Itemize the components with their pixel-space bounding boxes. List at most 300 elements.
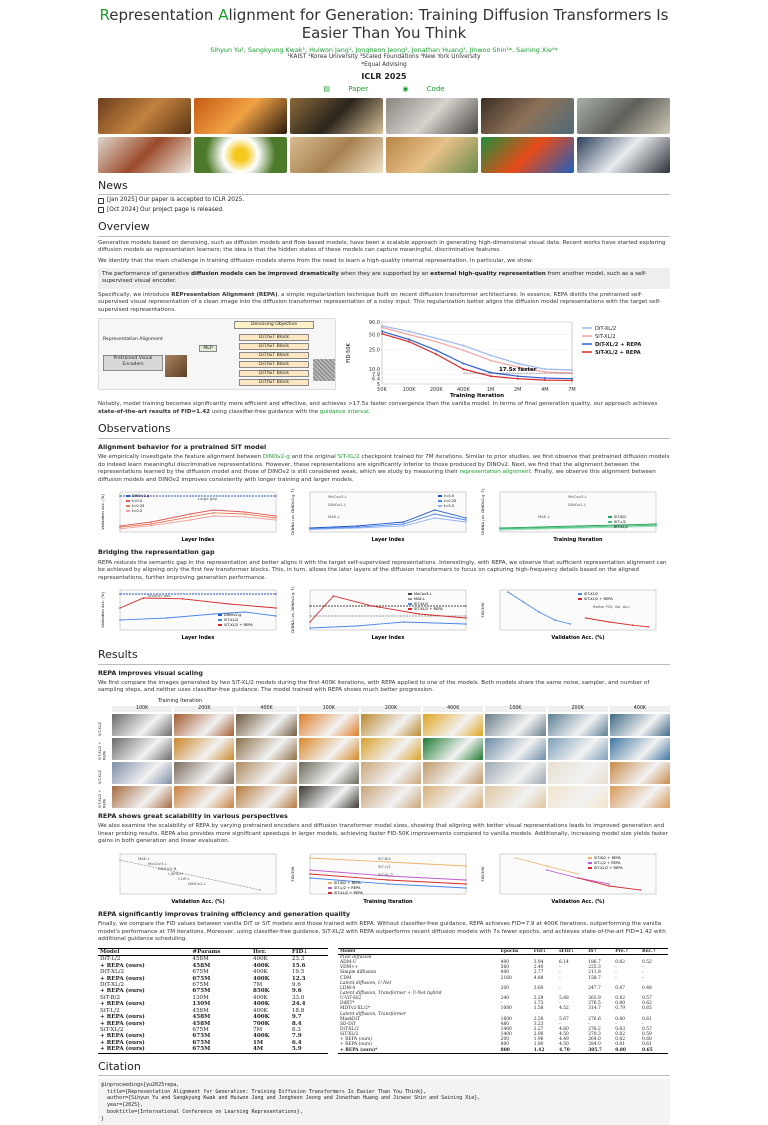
- input-image-noisy: [313, 359, 335, 381]
- data-point: [119, 619, 121, 621]
- legend-swatch: [608, 516, 612, 518]
- data-point: [244, 511, 246, 513]
- visual-scaling-grid: [98, 706, 670, 808]
- table-cell: 0.57: [642, 1026, 652, 1032]
- table-cell: 1400: [500, 1032, 512, 1038]
- data-point: [577, 873, 579, 875]
- generated-sample: [423, 714, 483, 736]
- legend-label: SiT-XL/2 + REPA: [224, 623, 253, 628]
- table-cell: 0.79: [615, 1006, 625, 1012]
- visual-grid-body: [112, 706, 670, 808]
- table-cell: 130M: [192, 994, 209, 1001]
- legend-swatch: [328, 882, 332, 884]
- table-cell: 8.3: [291, 1026, 301, 1033]
- table-cell: 400K: [252, 975, 270, 982]
- legend-swatch: [218, 614, 222, 616]
- data-point: [517, 378, 519, 380]
- photo-elephant: [577, 98, 670, 134]
- generated-sample: [548, 786, 608, 808]
- subsection-title: REPA shows great scalability in various perspectives: [98, 811, 288, 820]
- column-header: #Params: [190, 948, 251, 955]
- data-point: [275, 517, 277, 519]
- data-point: [381, 331, 383, 333]
- x-tick-label: 4M: [541, 387, 549, 394]
- table-cell: 675M: [192, 988, 211, 995]
- photo-husky: [577, 137, 670, 173]
- table-cell: -: [642, 965, 644, 971]
- table-cell: 0.59: [642, 1032, 652, 1038]
- data-point: [435, 354, 437, 356]
- legend-label: MAE-L: [414, 597, 426, 602]
- results-paragraph: Finally, we compare the FID values between vanilla DiT or SiT models and those trained with REPA. Without classifier-free guidance, REPA achieves FID=7.9 at 400K iterations, outperforming the vanilla model's performance at 7M iterations. Moreover, using classifier-free guidance, SiT-XL/2 with REPA outperforms recent diffusion models with 7x fewer epochs, and achieves state-of-the-art FID=1.42 with additional guidance scheduling.: [98, 921, 666, 943]
- table-cell: -: [559, 985, 561, 991]
- table-cell: 314.7: [588, 1006, 601, 1012]
- sit-block: DiT/SiT Block: [239, 370, 309, 377]
- alignment-charts: [98, 488, 670, 544]
- table-cell: -: [642, 970, 644, 976]
- table-cell: 211.8: [588, 970, 601, 976]
- y-tick-label: 25.0: [368, 347, 380, 354]
- data-point: [462, 363, 464, 365]
- generated-sample: [174, 762, 234, 784]
- data-point: [435, 341, 437, 343]
- generated-sample: [548, 714, 608, 736]
- y-tick-label: 10.0: [368, 367, 380, 374]
- representation-alignment-link[interactable]: representation alignment: [459, 469, 531, 476]
- table-cell: 247.7: [588, 985, 601, 991]
- table-cell: -: [559, 965, 561, 971]
- generated-sample: [485, 762, 545, 784]
- model-size-fid-chart: [288, 850, 472, 906]
- callout-bold: diffusion models can be improved dramatically: [190, 271, 339, 278]
- chart-annotation: MoCov3-L: [148, 860, 167, 866]
- generated-sample: [236, 762, 296, 784]
- row-label: SiT-XL/2: [98, 721, 102, 736]
- generated-sample: [610, 714, 670, 736]
- data-point: [538, 611, 540, 613]
- news-item: [98, 207, 670, 215]
- overview-paragraph: [98, 292, 670, 315]
- repa-name: REPresentation Alignment (REPA): [171, 291, 278, 298]
- column-header: FID↓: [532, 948, 557, 954]
- x-tick-label: 2M: [513, 387, 522, 394]
- table-cell: 675M: [192, 1039, 211, 1046]
- table-cell: 1.42: [532, 1047, 557, 1053]
- link-bar: [98, 85, 670, 94]
- text: checkpoint trained for 7M iterations. Similar to prior studies, we first observe that pretrained diffusion models do indeed learn meaningful discriminative representations. However, these representations are significantly inferior to those produced by DINOv2. Next, we find that the alignment between the representations learned by the diffusion model and those of DINOv2 is still considered weak, which we study by measuring their: [98, 454, 670, 476]
- table-cell: 0.65: [640, 1047, 668, 1053]
- legend-label: SiT-XL/2 + REPA: [414, 607, 443, 612]
- generated-sample: [423, 762, 483, 784]
- chart-annotation: MoCov3-L: [328, 494, 347, 500]
- legend-swatch: [126, 510, 130, 512]
- table-cell: -: [559, 970, 561, 976]
- iter-label: 100K: [299, 706, 359, 712]
- data-point: [434, 513, 436, 515]
- table-cell: 15.6: [291, 962, 306, 969]
- table-cell: 2160: [500, 975, 512, 981]
- data-point: [640, 889, 642, 891]
- chart-annotation: Better FID, Val. Acc.: [593, 604, 631, 610]
- legend-swatch: [438, 495, 442, 497]
- iter-label: 200K: [174, 706, 234, 712]
- legend-label: t=0.0: [132, 499, 143, 504]
- table-cell: 19.5: [291, 969, 305, 976]
- text: , a simple regularization technique built on recent diffusion transformer architectures. In essence, REPA distills the pretrained self-supervised visual representation of a clean image into the diffusion transformer representation of a noisy input. This regularization better aligns the diffusion model representations with the target self-supervised representations.: [98, 291, 661, 313]
- legend-swatch: [588, 857, 592, 859]
- sit-link[interactable]: SiT-XL/2: [337, 454, 360, 461]
- table-cell: 0.65: [642, 1006, 652, 1012]
- table-cell: 3.60: [533, 985, 544, 991]
- table-cell: 278.2: [588, 1026, 601, 1032]
- data-point: [260, 889, 262, 891]
- generated-sample: [299, 714, 359, 736]
- table-cell: 130M: [192, 1001, 211, 1008]
- results-paragraph: We also examine the scalability of REPA by varying pretrained encoders and diffusion transformer model sizes, showing that aligning with better visual representations leads to improved generation and linear probing results. REPA also provides more significant speedups in larger models, achieving faster FID-50K improvements compared to vanilla models. Additionally, increasing model size yields faster gains in both generation and linear evaluation.: [98, 823, 668, 845]
- table-cell: 0.81: [615, 1042, 625, 1048]
- data-point: [150, 523, 152, 525]
- data-point: [309, 873, 311, 875]
- generated-sample: [299, 738, 359, 760]
- table-cell: + REPA (ours): [100, 1014, 145, 1021]
- subsection-title: REPA significantly improves training efficiency and generation quality: [98, 909, 351, 918]
- data-point: [387, 883, 389, 885]
- data-point: [387, 861, 389, 863]
- generated-sample: [610, 738, 670, 760]
- data-point: [465, 883, 467, 885]
- data-point: [544, 371, 546, 373]
- legend-swatch: [578, 593, 582, 595]
- table-cell: 0.57: [642, 996, 652, 1002]
- data-point: [356, 527, 358, 529]
- sit-block: DiT/SiT Block: [239, 343, 309, 350]
- data-point: [465, 865, 467, 867]
- legend-label: SiT-XL/2 + REPA: [595, 350, 641, 357]
- subsection-title: REPA improves visual scaling: [98, 668, 203, 677]
- table-cell: 400K: [252, 994, 268, 1001]
- generated-sample: [361, 738, 421, 760]
- data-point: [403, 523, 405, 525]
- x-axis-label: Training Iteration: [553, 537, 603, 544]
- table-cell: 4.50: [559, 1032, 569, 1038]
- data-point: [577, 527, 579, 529]
- y-axis-label: Validation Acc. (%): [100, 592, 105, 629]
- table-cell: 4.88: [533, 975, 544, 981]
- generated-sample: [299, 786, 359, 808]
- data-point: [275, 607, 277, 609]
- training-iteration-label: Training Iteration: [158, 697, 203, 704]
- data-point: [309, 627, 311, 629]
- chart-annotation: Large gap: [198, 496, 218, 502]
- legend-swatch: [328, 887, 332, 889]
- data-point: [119, 859, 121, 861]
- paper-link[interactable]: [315, 85, 376, 93]
- table-cell: 0.80: [615, 1001, 625, 1007]
- table-cell: 675M: [190, 1046, 251, 1053]
- table-cell: CDM: [340, 975, 352, 981]
- legend-label: SiT-B/2 + REPA: [594, 855, 621, 860]
- x-axis-label: Validation Acc. (%): [551, 635, 605, 642]
- sample-gallery: [98, 98, 670, 173]
- generated-sample: [361, 762, 421, 784]
- generated-sample: [423, 786, 483, 808]
- table-cell: SiT-XL/2: [340, 1032, 359, 1038]
- x-axis-label: Training Iteration: [449, 393, 505, 400]
- table-cell: -: [615, 970, 617, 976]
- legend-label: t=0.25: [444, 499, 457, 504]
- data-point: [228, 603, 230, 605]
- data-point: [403, 525, 405, 527]
- data-point: [143, 597, 145, 599]
- subsection-title: Bridging the representation gap: [98, 548, 215, 557]
- results-table-sota: [338, 948, 668, 1054]
- data-point: [544, 377, 546, 379]
- table-cell: 458M: [192, 1020, 211, 1027]
- data-point: [309, 857, 311, 859]
- table-cell: SiT-B/2: [100, 994, 121, 1001]
- generated-sample: [299, 762, 359, 784]
- title-highlight-r: R: [99, 6, 110, 24]
- overview-paragraph: Generative models based on denoising, such as diffusion models and flow-based models, have been a scalable approach in generating high-dimensional visual data. Recent works have started exploring diffusion models as representation learners; the idea is that the hidden states of these models can capture meaningful, discriminative features.: [98, 239, 666, 254]
- data-point: [546, 869, 548, 871]
- data-point: [608, 621, 610, 623]
- generated-samples: [112, 714, 670, 808]
- callout-text: from another model, such as a self-supervised visual encoder.: [102, 271, 647, 285]
- callout-text: The performance of generative: [102, 271, 191, 278]
- x-axis-label: Validation Acc. (%): [551, 898, 605, 905]
- legend-label: SiT-L/2 + REPA: [594, 860, 621, 865]
- dinov2-link[interactable]: DINOv2-g: [262, 454, 290, 461]
- fid-acc-model-chart: [478, 850, 662, 906]
- key-finding-callout: [98, 268, 670, 289]
- paper-icon: ▤: [323, 84, 331, 93]
- cknna-iteration-chart: [478, 488, 662, 544]
- table-cell: -: [559, 975, 561, 981]
- x-tick-label: 1M: [486, 387, 495, 394]
- news-item: [98, 197, 670, 205]
- column-header: IS↑: [586, 948, 613, 954]
- table-cell: + REPA (ours): [100, 1020, 145, 1027]
- data-point: [608, 883, 610, 885]
- table-cell: 23.3: [291, 956, 305, 963]
- chart-annotation: Smaller gap: [148, 593, 171, 599]
- table-cell: 0.83: [615, 1026, 625, 1032]
- table-cell: Latent diffusion, U-Net: [340, 980, 392, 986]
- data-point: [490, 355, 492, 357]
- generated-sample: [236, 738, 296, 760]
- table-cell: -: [559, 1001, 561, 1007]
- table-cell: 400K: [252, 1001, 270, 1008]
- photo-puppy: [290, 137, 383, 173]
- iteration-header: [112, 706, 670, 712]
- generated-sample: [174, 714, 234, 736]
- text: and the original: [289, 454, 338, 461]
- table-body: [338, 954, 668, 1053]
- data-point: [544, 379, 546, 381]
- chart-annotation: DINOv2-L: [188, 880, 207, 886]
- data-point: [515, 857, 517, 859]
- table-cell: 2.27: [533, 1026, 544, 1032]
- architecture-diagram: [98, 318, 336, 390]
- table-cell: 240: [500, 996, 510, 1002]
- data-point: [408, 334, 410, 336]
- legend-swatch: [218, 624, 222, 626]
- generated-sample: [361, 714, 421, 736]
- generated-sample: [548, 738, 608, 760]
- table-cell: 1600: [500, 1016, 512, 1022]
- plot-area: [500, 590, 656, 630]
- text: . Finally, we observe this alignment between diffusion models and DINOv2 improves consistently with longer training and larger models.: [98, 469, 656, 483]
- data-point: [408, 339, 410, 341]
- data-point: [189, 519, 191, 521]
- data-point: [577, 877, 579, 879]
- table-cell: 700K: [252, 1020, 270, 1027]
- table-cell: 5.9: [290, 1046, 328, 1053]
- iter-label: 400K: [610, 706, 670, 712]
- data-point: [189, 513, 191, 515]
- subsection-title: Alignment behavior for a pretrained SiT model: [98, 442, 267, 451]
- data-point: [655, 526, 657, 528]
- row-labels: [98, 706, 110, 808]
- table-cell: 480: [500, 1021, 510, 1027]
- data-point: [356, 625, 358, 627]
- column-header: sFID↓: [557, 948, 586, 954]
- encoder-box: Pretrained Visual Encoders: [103, 355, 163, 371]
- overview-figures: [98, 318, 670, 398]
- generated-sample: [423, 738, 483, 760]
- legend-label: t=0.0: [444, 494, 455, 499]
- x-tick-label: 200K: [429, 387, 443, 394]
- table-cell: 4.49: [559, 1037, 569, 1043]
- y-tick-label: 50.0: [368, 332, 380, 339]
- table-row: [98, 956, 328, 963]
- data-point: [465, 879, 467, 881]
- column-header: Model: [338, 948, 499, 954]
- data-point: [275, 495, 277, 497]
- row-label: SiT-XL/2 + REPA: [98, 741, 107, 760]
- table-cell: + REPA (ours): [100, 1039, 145, 1046]
- data-point: [435, 350, 437, 352]
- table-cell: + REPA (ours)*: [338, 1047, 499, 1053]
- table-cell: 0.82: [615, 996, 625, 1002]
- code-link[interactable]: [394, 85, 452, 93]
- generated-sample: [610, 762, 670, 784]
- data-point: [647, 626, 649, 628]
- data-point: [119, 527, 121, 529]
- header-row: [98, 948, 328, 955]
- legend-swatch: [218, 619, 222, 621]
- data-point: [403, 521, 405, 523]
- data-point: [462, 368, 464, 370]
- results-table-iterations: [98, 948, 328, 1054]
- table-row: [98, 1046, 328, 1053]
- photo-dog: [290, 98, 383, 134]
- table-cell: 7M: [252, 1026, 263, 1033]
- results-tables: [98, 948, 670, 1054]
- table-cell: DiT-XL/2: [340, 1026, 359, 1032]
- table-cell: 305.7: [586, 1047, 613, 1053]
- table-cell: 675M: [192, 981, 209, 988]
- table-cell: 458M: [192, 1014, 211, 1021]
- results-heading: Results: [98, 648, 670, 664]
- table-cell: 4.52: [559, 1006, 569, 1012]
- legend-swatch: [588, 867, 592, 869]
- table-cell: -: [500, 1001, 503, 1007]
- bibtex-block[interactable]: @inproceedings{yu2025repa, title={Representation Alignment for Generation: Training Diffusion Transformers Is Easier Than You Think}, author={Sihyun Yu and Sangkyung Kwak and Huiwon Jang and Jongheon Jeong and Jonathan Huang and Jinwoo Shin and Saining Xie}, year={2025}, booktitle={International Conference on Learning Representations}, }: [98, 1079, 670, 1125]
- data-point: [119, 528, 121, 530]
- table-cell: + REPA (ours): [100, 962, 145, 969]
- data-point: [507, 591, 509, 593]
- legend-swatch: [408, 608, 412, 610]
- table-cell: 12.3: [291, 975, 306, 982]
- table-cell: 158.7: [588, 975, 601, 981]
- text: Notably, model training becomes significantly more efficient and effective, and achieves >17.5x faster convergence than the vanilla model. In terms of final generation quality, our approach achieves: [98, 401, 658, 408]
- table-cell: 1.73: [533, 1001, 544, 1007]
- data-point: [309, 605, 311, 607]
- legend-label: DINOv2-g: [224, 613, 242, 618]
- legend-swatch: [608, 521, 612, 523]
- legend-label: MoCov3-L: [414, 592, 432, 597]
- legend-swatch: [578, 598, 582, 600]
- table-cell: 9.6: [291, 981, 301, 988]
- convergence-chart: [342, 318, 670, 398]
- author-list[interactable]: Sihyun Yu¹, Sangkyung Kwak¹, Huiwon Jang¹, Jongheon Jeong², Jonathan Huang³, Jinwoo Shin¹*, Saining Xie⁴*: [210, 46, 558, 54]
- legend-label: SiT-XL/2: [414, 602, 429, 607]
- table-cell: 6.4: [291, 1039, 302, 1046]
- table-cell: DiT-XL/2: [100, 969, 125, 976]
- page-title: [98, 0, 670, 42]
- data-point: [585, 617, 587, 619]
- table-cell: 3.23: [533, 1021, 544, 1027]
- data-point: [465, 615, 467, 617]
- column-header: Iter.: [251, 948, 290, 955]
- x-axis-label: Layer Index: [181, 635, 215, 642]
- table-cell: 1.96: [533, 1037, 544, 1043]
- legend-label: SiT-L/2: [614, 520, 626, 525]
- table-cell: 9.7: [291, 1014, 302, 1021]
- fid-vs-acc-chart: [478, 586, 662, 642]
- affiliations: ¹KAIST ²Korea University ³Scaled Foundations ⁴New York University: [287, 54, 481, 61]
- table-cell: -: [615, 1021, 617, 1027]
- guidance-interval-link[interactable]: guidance interval: [319, 408, 369, 415]
- table-cell: 2.77: [533, 970, 544, 976]
- legend-label: SiT-L/2 + REPA: [334, 885, 361, 890]
- news-heading: News: [98, 179, 670, 195]
- scalability-charts: [98, 850, 670, 906]
- x-axis-label: Layer Index: [371, 635, 405, 642]
- data-point: [119, 593, 121, 595]
- sit-block: DiT/SiT Block: [239, 334, 309, 341]
- x-tick-label: 50K: [377, 387, 387, 394]
- data-point: [434, 517, 436, 519]
- table-cell: ADM-U: [340, 960, 357, 966]
- column-header: Pre.↑: [613, 948, 640, 954]
- y-axis-label: Validation Acc. (%): [100, 494, 105, 531]
- table-cell: 675M: [192, 969, 209, 976]
- chart-annotation: I-JEPA-H: [168, 870, 184, 876]
- data-point: [189, 516, 191, 518]
- table-cell: 186.7: [588, 960, 601, 966]
- table-cell: 0.82: [615, 1037, 625, 1043]
- x-axis-label: Validation Acc. (%): [171, 898, 225, 905]
- sit-block: DiT/SiT Block: [239, 361, 309, 368]
- data-point: [569, 623, 571, 625]
- table-cell: 400K: [252, 1014, 270, 1021]
- iter-label: 200K: [361, 706, 421, 712]
- chart-annotation: MAE-L: [328, 514, 340, 520]
- generated-sample: [112, 786, 172, 808]
- photo-otter: [481, 98, 574, 134]
